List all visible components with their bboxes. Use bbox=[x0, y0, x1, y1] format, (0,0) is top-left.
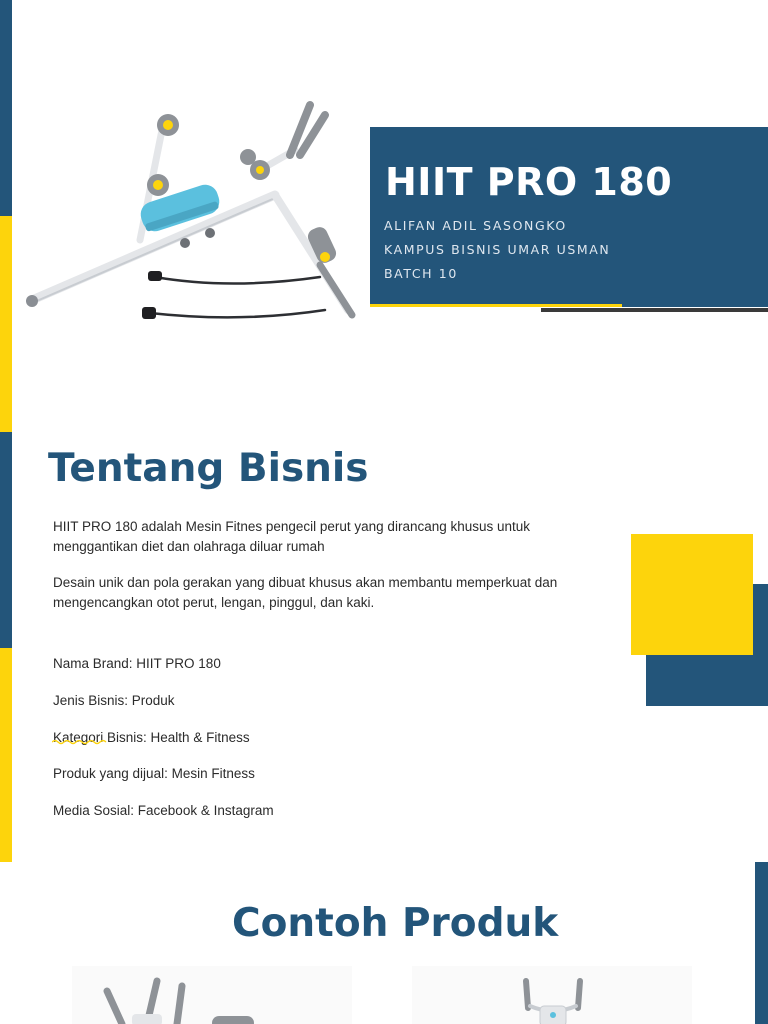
fact-brand-name: Nama Brand: HIIT PRO 180 bbox=[53, 656, 221, 671]
batch-label: BATCH 10 bbox=[384, 266, 458, 281]
decorative-square-yellow bbox=[631, 534, 753, 655]
fact-product-sold: Produk yang dijual: Mesin Fitness bbox=[53, 766, 255, 781]
left-accent-bar-yellow bbox=[0, 216, 12, 432]
fact-business-category: Kategori Bisnis: Health & Fitness bbox=[53, 730, 250, 745]
product-image-display bbox=[412, 966, 692, 1024]
fact-social-media: Media Sosial: Facebook & Instagram bbox=[53, 803, 274, 818]
page-title: HIIT PRO 180 bbox=[385, 160, 673, 204]
author-name: ALIFAN ADIL SASONGKO bbox=[384, 218, 567, 233]
left-accent-bar-blue bbox=[0, 432, 12, 648]
spellcheck-underline bbox=[52, 739, 107, 745]
left-accent-bar-blue bbox=[0, 0, 12, 216]
right-accent-bar bbox=[755, 862, 768, 1024]
title-underline-yellow bbox=[370, 304, 622, 307]
left-accent-bar-yellow bbox=[0, 648, 12, 862]
school-name: KAMPUS BISNIS UMAR USMAN bbox=[384, 242, 611, 257]
ab-machine-illustration bbox=[20, 95, 365, 330]
about-paragraph: Desain unik dan pola gerakan yang dibuat khusus akan membantu memperkuat dan mengencangkan otot perut, lengan, pinggul, dan kaki. bbox=[53, 575, 558, 610]
product-image-front bbox=[72, 966, 352, 1024]
fact-business-type: Jenis Bisnis: Produk bbox=[53, 693, 175, 708]
title-underline-dark bbox=[541, 308, 768, 312]
about-heading: Tentang Bisnis bbox=[48, 446, 369, 491]
about-paragraph: HIIT PRO 180 adalah Mesin Fitnes pengecil perut yang dirancang khusus untuk menggantikan diet dan olahraga diluar rumah bbox=[53, 519, 531, 554]
products-heading: Contoh Produk bbox=[232, 901, 559, 946]
